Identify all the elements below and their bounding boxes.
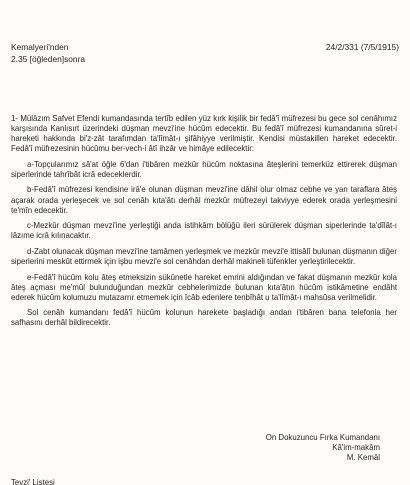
origin-time: 2.35 [öğleden]sonra (11, 53, 86, 64)
signature-rank: Kâ'im-makâm (332, 443, 380, 452)
paragraph-e: e-Fedâ'î hücûm kolu âteş etmeksizin sükûnetle hareket emrini aldığından ve fakat düşmanın mezkûr kola âteş açması me'mûl bulunduğundan mezkûr cebhelerimizde bulunan kıta'âtın hücûm istikâmetine endâht ederek hücûm kolumuzu mutazarrır etmemek için îcâb edenlere tenbîhât u ta'lîmât-ı mahsûsa verilmelidir. (11, 272, 397, 302)
distribution-list-label: Tevzi' Listesi (11, 478, 55, 485)
paragraph-c: c-Mezkûr düşman mevzi'ine yerleştiği anda istihkâm bölüğü ileri sürülerek düşman siperlerinde ta'dîlât-ı lâzıme icrâ kılınacaktır. (11, 221, 397, 241)
paragraph-a: a-Topçularımız sâ'at öğle 6'dan i'tibâren mezkûr hücûm noktasına âteşlerini temerküz ettirerek düşman siperlerinde tahrîbât icrâ edeceklerdir. (11, 159, 397, 179)
origin-place: Kemalyeri'nden (11, 42, 69, 52)
signature-block (266, 433, 380, 463)
paragraph-1: 1- Mülâzım Safvet Efendi kumandasında tertîb edilen yüz kırk kişilik bir fedâ'î müfrezesi bu gece sol cenâhımız karşısında Kanlısırt üzerindeki düşman mevzi'ine hücûm edecektir. Bu fedâ'î müfrezesi kumandanına sûret-i hareketi hakkında bi'z-zât tarafımdan ta'lîmât-ı şifâhiyye verilmiştir. Kendisi müstakillen hareket edecektir. Fedâ'î müfrezesinin hücûmu ber-vech-i âtî ihzâr ve himâye edilecektir: (11, 114, 397, 154)
header-date: 24/2/331 (7/5/1915) (325, 42, 399, 52)
order-body (11, 114, 397, 334)
header-origin (11, 42, 85, 65)
signature-name: M. Kemâl (346, 453, 380, 462)
paragraph-d: d-Zabt olunacak düşman mevzi'ine tamâmen yerleşmek ve mezkûr mevzi'e ittisâlî bulunan düşmanın diğer siperlerini meskût ettirmek için işbu mevzi'e sol cenâhdan derhâl makineli tüfenkler yerleştirilecektir. (11, 246, 397, 266)
paragraph-closing: Sol cenâh kumandanı fedâ'î hücûm kolunun harekete başladığı andan i'tibâren bana telefonla her safhasını derhâl bildirecektir. (11, 308, 397, 328)
paragraph-b: b-Fedâ'î müfrezesi kendisine irâ'e olunan düşman mevzi'ine dâhil olur olmaz cebhe ve yan taraflara âteş açarak orada yerleşecek ve sol cenâh kıta'âtı derhâl mezkûr müfrezeyi takviyye ederek orada yerleşmesini te'mîn edecektir. (11, 185, 397, 215)
signature-unit: On Dokuzuncu Fırka Kumandanı (265, 433, 380, 442)
